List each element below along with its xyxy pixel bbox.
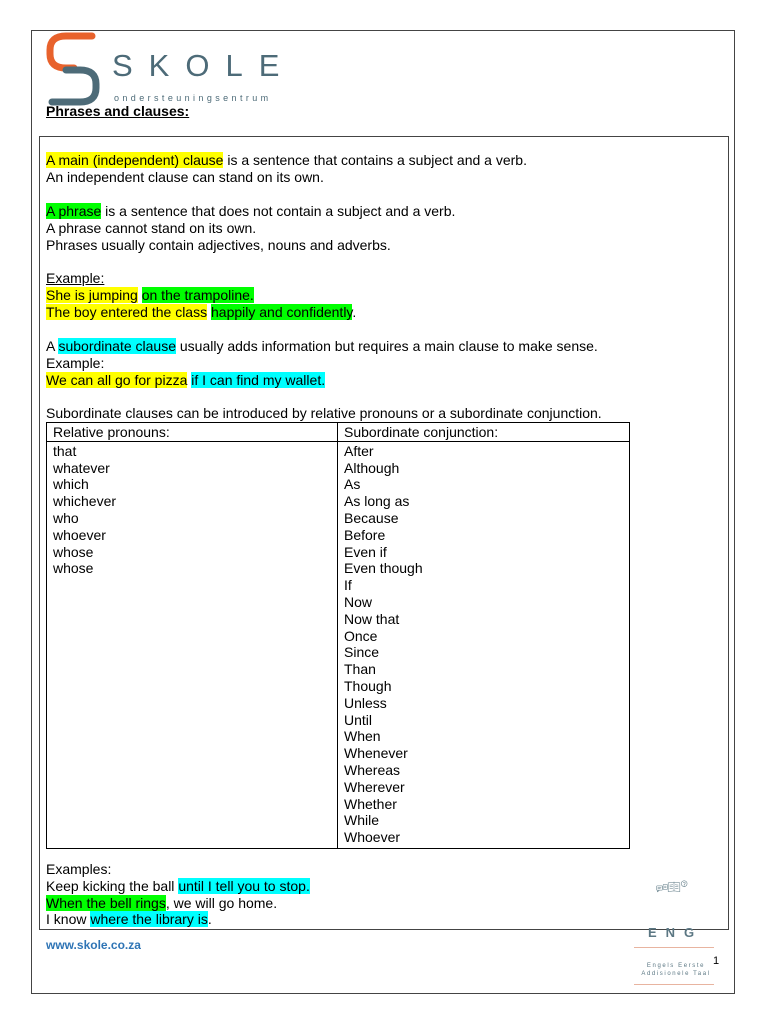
subordinate-rest: usually adds information but requires a main clause to make sense.: [176, 338, 598, 354]
page-number: 1: [713, 955, 720, 967]
conjunction-item: Though: [344, 677, 392, 694]
eng-divider: [634, 947, 714, 948]
page-title: Phrases and clauses:: [46, 103, 190, 119]
example-clause: The boy entered the class: [46, 303, 208, 320]
conjunction-item: Whoever: [344, 829, 401, 846]
eng-divider: [634, 984, 714, 985]
header-subordinate-conjunction: Subordinate conjunction:: [338, 423, 630, 442]
example-label: Example:: [46, 270, 105, 286]
example-phrase: on the trampoline.: [141, 286, 254, 303]
phrase-line3: Phrases usually contain adjectives, nouns and adverbs.: [46, 236, 391, 253]
subordinate-definition: [46, 338, 598, 388]
conjunction-item: Whenever: [344, 745, 408, 762]
phrase-rest: is a sentence that does not contain a subject and a verb.: [101, 203, 456, 219]
conjunction-item: When: [344, 728, 381, 745]
examples-sub: where the library is: [90, 911, 208, 928]
conjunction-item: Wherever: [344, 778, 405, 795]
pronouns-cell: [47, 441, 338, 848]
conjunction-item: Because: [344, 509, 399, 526]
conjunction-item: As long as: [344, 493, 410, 510]
header-relative-pronouns: Relative pronouns:: [47, 423, 338, 442]
examples-sub: When the bell rings: [46, 894, 166, 911]
eng-subtitle: [636, 962, 716, 978]
brand-tagline: ondersteuningsentrum: [114, 93, 272, 103]
conjunctions-cell: [338, 441, 630, 848]
conjunction-item: If: [344, 577, 352, 594]
phrase-definition: [46, 203, 455, 253]
conjunction-item: Unless: [344, 694, 387, 711]
table-intro: Subordinate clauses can be introduced by relative pronouns or a subordinate conjunction.: [46, 405, 602, 421]
conjunction-item: Since: [344, 644, 380, 661]
eng-subtitle-line1: Engels Eerste: [646, 963, 706, 969]
example-clause: She is jumping: [46, 286, 138, 303]
conjunction-item: After: [344, 442, 374, 459]
conjunction-item: Even though: [344, 560, 423, 577]
conjunction-item: Before: [344, 526, 386, 543]
conjunction-item: Whether: [344, 795, 397, 812]
conjunction-item: As: [344, 476, 361, 493]
example-1: [46, 270, 356, 320]
examples-main: Keep kicking the ball: [46, 877, 179, 894]
main-clause-rest: is a sentence that contains a subject and a verb.: [223, 152, 527, 168]
conjunction-item: Now: [344, 593, 373, 610]
phrase-line2: A phrase cannot stand on its own.: [46, 219, 257, 236]
eng-label: ENG: [648, 925, 704, 940]
speech-bubbles-book-icon: [636, 880, 712, 920]
conjunction-item: Now that: [344, 610, 400, 627]
subordinate-example-label: Example:: [46, 354, 105, 371]
examples-label: Examples:: [46, 861, 112, 877]
relative-pronoun-item: whoever: [53, 526, 106, 543]
relative-pronoun-item: whichever: [53, 493, 117, 510]
conjunction-item: While: [344, 812, 380, 829]
table-row: [47, 441, 630, 848]
brand-name: SKOLE: [112, 48, 296, 83]
examples-2: [46, 861, 310, 928]
conjunction-item: Than: [344, 661, 376, 678]
website-link[interactable]: www.skole.co.za: [46, 938, 141, 952]
eng-subtitle-line2: Addisionele Taal: [641, 971, 711, 977]
table-header-row: [47, 423, 630, 442]
examples-main: , we will go home.: [165, 894, 278, 911]
main-clause-definition: [46, 152, 527, 186]
conjunction-item: Although: [344, 459, 400, 476]
relative-pronoun-item: whatever: [53, 459, 110, 476]
main-clause-line2: An independent clause can stand on its own.: [46, 168, 324, 185]
relative-pronoun-item: that: [53, 442, 77, 459]
subordinate-prefix: A: [46, 338, 59, 354]
relative-pronoun-item: who: [53, 509, 79, 526]
phrase-term: A phrase: [46, 203, 102, 219]
relative-pronoun-item: whose: [53, 543, 94, 560]
examples-end: .: [207, 911, 212, 928]
examples-main: I know: [46, 911, 91, 928]
relative-pronoun-item: which: [53, 476, 89, 493]
example-end: .: [352, 303, 357, 320]
conjunction-item: Until: [344, 711, 373, 728]
subordinate-example-main: We can all go for pizza: [46, 371, 188, 388]
examples-sub: until I tell you to stop.: [178, 877, 310, 894]
main-clause-term: A main (independent) clause: [46, 152, 224, 168]
conjunction-item: Even if: [344, 543, 387, 560]
example-phrase: happily and confidently: [211, 303, 353, 320]
conjunction-item: Once: [344, 627, 378, 644]
subordinate-example-sub: if I can find my wallet.: [191, 371, 326, 388]
conjunction-item: Whereas: [344, 761, 401, 778]
subordinate-term: subordinate clause: [58, 338, 176, 354]
relative-pronoun-item: whose: [53, 560, 94, 577]
pronoun-conjunction-table: [46, 422, 630, 849]
